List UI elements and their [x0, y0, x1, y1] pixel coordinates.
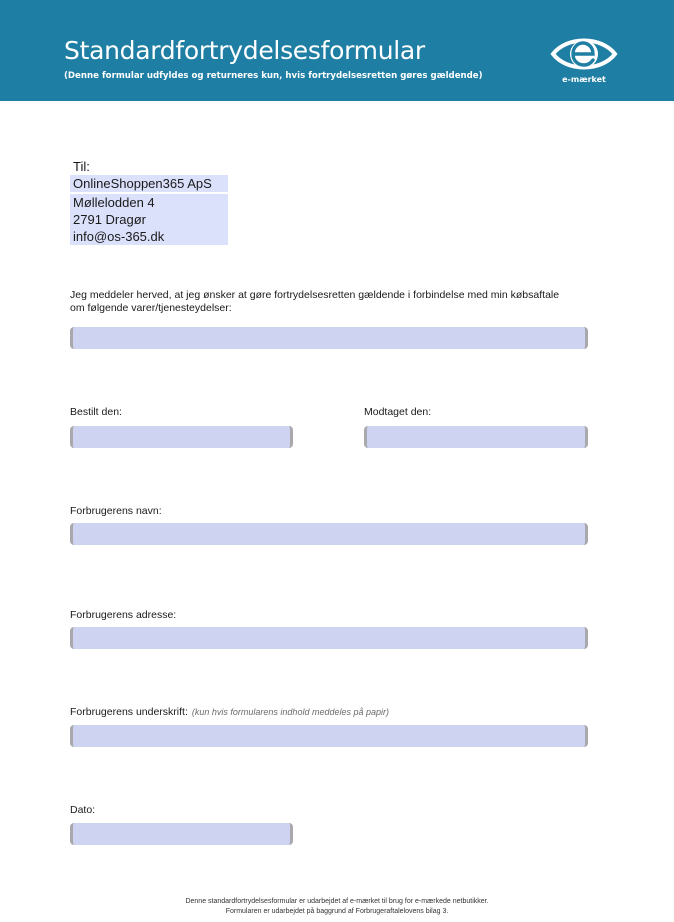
- date-field[interactable]: [70, 823, 293, 845]
- signature-field[interactable]: [70, 725, 588, 747]
- recipient-label: Til:: [73, 159, 90, 174]
- footer-note: [0, 897, 674, 917]
- recipient-city: 2791 Dragør: [70, 211, 228, 228]
- logo-label: e-mærket: [562, 75, 606, 84]
- consumer-address-label: Forbrugerens adresse:: [70, 609, 177, 621]
- recipient-email: info@os-365.dk: [70, 228, 228, 245]
- consumer-address-field[interactable]: [70, 627, 588, 649]
- page-subtitle: (Denne formular udfyldes og returneres kun, hvis fortrydelsesretten gøres gældende): [64, 71, 483, 81]
- header-banner: [0, 0, 674, 101]
- recipient-address-block: [70, 175, 228, 245]
- goods-services-field[interactable]: [70, 327, 588, 349]
- ordered-date-label: Bestilt den:: [70, 406, 122, 418]
- signature-label: Forbrugerens underskrift:: [70, 706, 188, 718]
- footer-line-2: Formularen er udarbejdet på baggrund af Forbrugeraftalelovens bilag 3.: [225, 908, 449, 915]
- footer-line-1: Denne standardfortrydelsesformular er udarbejdet af e-mærket til brug for e-mærkede netbutikker.: [185, 898, 489, 905]
- recipient-company: OnlineShoppen365 ApS: [70, 175, 228, 192]
- page-title: Standardfortrydelsesformular: [64, 36, 425, 65]
- recipient-street: Møllelodden 4: [70, 194, 228, 211]
- consumer-name-field[interactable]: [70, 523, 588, 545]
- received-date-field[interactable]: [364, 426, 588, 448]
- signature-label-row: [70, 706, 389, 718]
- date-label: Dato:: [70, 804, 96, 816]
- consumer-name-label: Forbrugerens navn:: [70, 505, 162, 517]
- intro-text: Jeg meddeler herved, at jeg ønsker at gøre fortrydelsesretten gældende i forbindelse med min købsaftale om følgende varer/tjenesteydelser:: [70, 289, 560, 314]
- ordered-date-field[interactable]: [70, 426, 293, 448]
- received-date-label: Modtaget den:: [364, 406, 432, 418]
- eye-e-icon: [549, 33, 619, 75]
- signature-note: (kun hvis formularens indhold meddeles på papir): [191, 707, 389, 717]
- e-maerket-logo: [549, 33, 619, 87]
